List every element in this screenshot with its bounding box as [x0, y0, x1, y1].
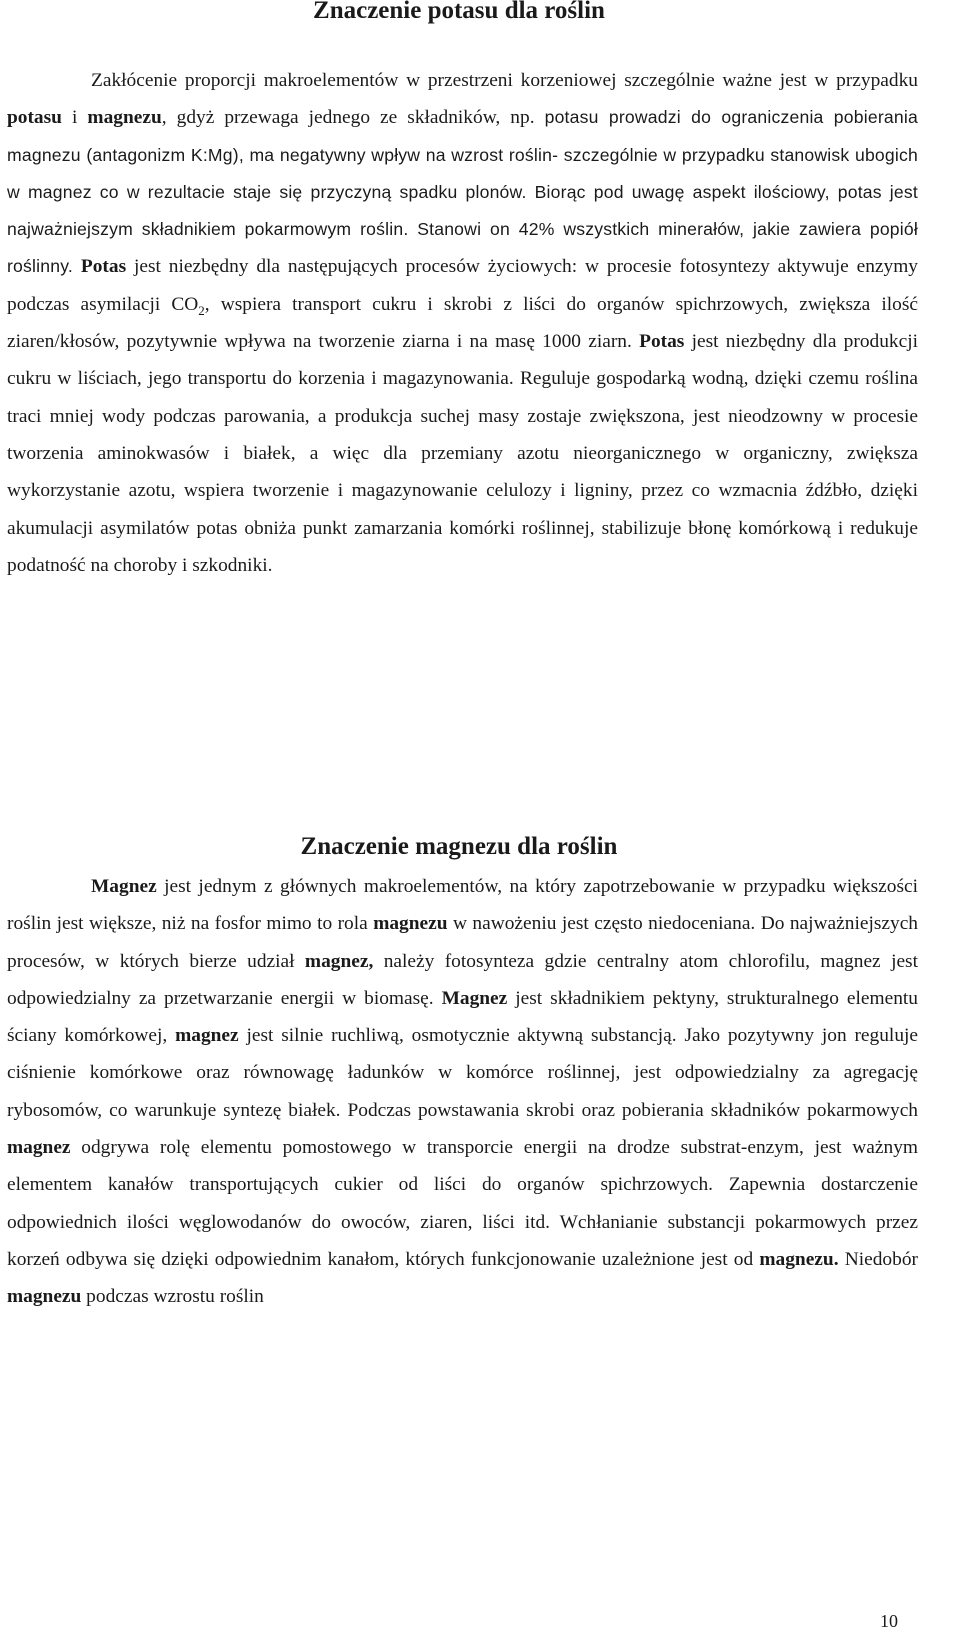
text-run: i — [61, 107, 88, 129]
bold-text-run: magnezu — [373, 913, 448, 935]
section-title-potassium: Znaczenie potasu dla roślin — [313, 0, 605, 24]
text-run: potasu prowadzi do ograniczenia pobierania magnezu (antagonizm K:Mg), ma negatywny wpływ na wzrost roślin- szczególnie w przypadku stanowisk ubogich w magnez co w rezultacie staje się przyczyną spadku plonów. Biorąc pod uwagę aspekt ilościowy, potas jest najważniejszym składnikiem pokarmowym roślin. Stanowi on 42% wszystkich minerałów, jakie zawiera popiół roślinny. — [7, 107, 918, 277]
bold-text-run: magnezu — [87, 107, 162, 129]
bold-text-run: Magnez — [441, 987, 508, 1009]
bold-text-run: Potas — [80, 256, 127, 278]
bold-text-run: Magnez — [91, 876, 157, 897]
bold-text-run: Potas — [639, 331, 685, 353]
bold-text-run: magnez, — [304, 950, 374, 972]
text-run: podczas wzrostu roślin — [81, 1286, 264, 1308]
text-run: jest silnie ruchliwą, osmotycznie aktywną substancją. Jako pozytywny jon reguluje ciśnienie komórkowe oraz równowagę ładunków w komórce roślinnej, jest odpowiedzialny za agregację rybosomów, co warunkuje syntezę białek. Podczas powstawania skrobi oraz pobierania składników pokarmowych — [7, 1025, 919, 1121]
text-run — [73, 256, 81, 277]
text-run: jest niezbędny dla produkcji cukru w liściach, jego transportu do korzenia i magazynowania. Reguluje gospodarką wodną, dzięki czemu roślina traci mniej wody podczas parowania, a produkcja suchej masy zostaje zwiększona, jest nieodzowny w procesie tworzenia aminokwasów i białek, a więc dla przemiany azotu nieorganicznego w organiczny, zwiększa wykorzystanie azotu, wspiera tworzenie i magazynowanie celulozy i ligniny, przez co wzmacnia źdźbło, dzięki akumulacji asymilatów potas obniża punkt zamarzania komórki roślinnej, stabilizuje błonę komórkową i redukuje podatność na choroby i szkodniki. — [7, 331, 918, 576]
text-run: , gdyż przewaga jednego ze składników, np. — [161, 107, 545, 129]
paragraph-potassium — [7, 62, 918, 584]
bold-text-run: potasu — [7, 107, 62, 129]
bold-text-run: magnezu — [7, 1286, 82, 1308]
paragraph-magnesium — [7, 868, 918, 1316]
text-run: jest składnikiem pektyny, strukturalnego elementu ściany komórkowej, — [7, 987, 918, 1047]
subscript-text-run: 2 — [198, 302, 205, 318]
text-run: Zakłócenie proporcji makroelementów w przestrzeni korzeniowej szczególnie ważne jest w przypadku — [91, 70, 918, 91]
text-run: jest niezbędny dla następujących procesów życiowych: w procesie fotosyntezy aktywuje enzymy podczas asymilacji CO — [7, 256, 918, 315]
text-run: jest jednym z głównych makroelementów, na który zapotrzebowanie w przypadku większości roślin jest większe, niż na fosfor mimo to rola — [7, 876, 918, 935]
bold-text-run: magnez — [175, 1025, 239, 1047]
bold-text-run: magnezu. — [759, 1248, 839, 1270]
text-run: w nawożeniu jest często niedoceniana. Do najważniejszych procesów, w których bierze udział — [7, 913, 918, 972]
text-run: odgrywa rolę elementu pomostowego w transporcie energii na drodze substrat-enzym, jest ważnym elementem kanałów transportujących cukier od liści do organów spichrzowych. Zapewnia dostarczenie odpowiednich ilości węglowodanów do owoców, ziaren, liści itd. Wchłanianie substancji pokarmowych przez korzeń odbywa się dzięki odpowiednim kanałom, których funkcjonowanie uzależnione jest od — [7, 1137, 918, 1270]
page-number: 10 — [880, 1611, 898, 1631]
section-title-magnesium: Znaczenie magnezu dla roślin — [300, 833, 618, 860]
text-run: , wspiera transport cukru i skrobi z liści do organów spichrzowych, zwiększa ilość ziaren/kłosów, pozytywnie wpływa na tworzenie ziarna i na masę 1000 ziarn. — [7, 293, 918, 353]
text-run: należy fotosynteza gdzie centralny atom chlorofilu, magnez jest odpowiedzialny za przetwarzanie energii w biomasę. — [7, 950, 918, 1009]
text-run: Niedobór — [838, 1248, 918, 1270]
bold-text-run: magnez — [7, 1137, 71, 1159]
